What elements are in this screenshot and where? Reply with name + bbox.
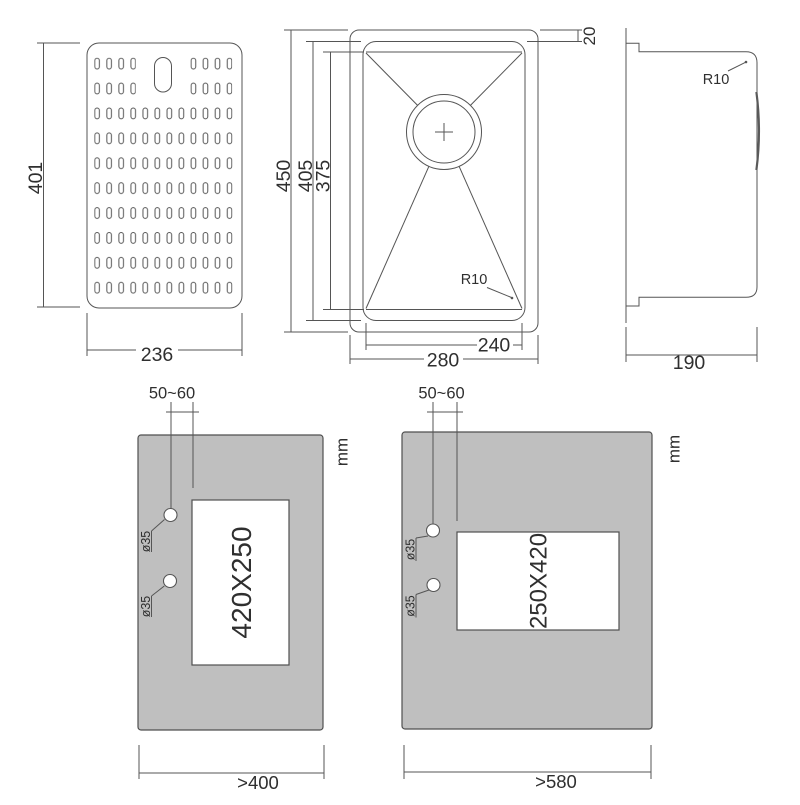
dim-width-bottom-value: 240: [477, 334, 511, 357]
dim-length-inner-value: 405: [295, 159, 317, 193]
handle-cutout: [155, 58, 172, 93]
dim-side-depth-value: 190: [672, 352, 706, 374]
dim-min-width-b-value: >580: [535, 771, 577, 792]
unit-label-a: mm: [332, 437, 352, 467]
dim-hole-offset-a-value: 50~60: [148, 384, 196, 403]
faucet-hole-b2: [427, 579, 440, 592]
hole-a1-diameter-label: ø35: [139, 530, 153, 553]
drain-plate-slots-top-left: [94, 58, 136, 95]
dim-plate-width-value: 236: [140, 344, 174, 366]
cutout-a-size-label: 420X250: [226, 526, 257, 639]
dim-hole-offset-b-value: 50~60: [418, 384, 465, 403]
hole-b1-diameter-label: ø35: [403, 538, 418, 561]
dim-length-bottom-value: 375: [312, 159, 335, 193]
dim-rim-depth-value: 20: [580, 26, 599, 46]
dim-width-overall-value: 280: [426, 349, 460, 372]
dim-length-overall-value: 450: [273, 159, 295, 193]
drain-plate-slots-main: [94, 108, 232, 294]
hole-b2-diameter-label: ø35: [403, 595, 418, 617]
unit-label-b: mm: [664, 434, 684, 464]
faucet-hole-a2: [164, 575, 177, 588]
dim-plate-length-value: 401: [25, 161, 47, 195]
cutout-b-size-label: 250X420: [525, 532, 553, 630]
faucet-hole-a1: [164, 509, 177, 522]
corner-radius-label: R10: [460, 272, 488, 288]
hole-a2-diameter-label: ø35: [139, 595, 153, 618]
sink-outer-edge: [350, 30, 538, 332]
corner-radius-label: R10: [702, 72, 730, 88]
drain-plate-slots-top-right: [191, 58, 233, 95]
faucet-hole-b1: [427, 524, 440, 537]
dim-min-width-a-value: >400: [237, 772, 279, 793]
